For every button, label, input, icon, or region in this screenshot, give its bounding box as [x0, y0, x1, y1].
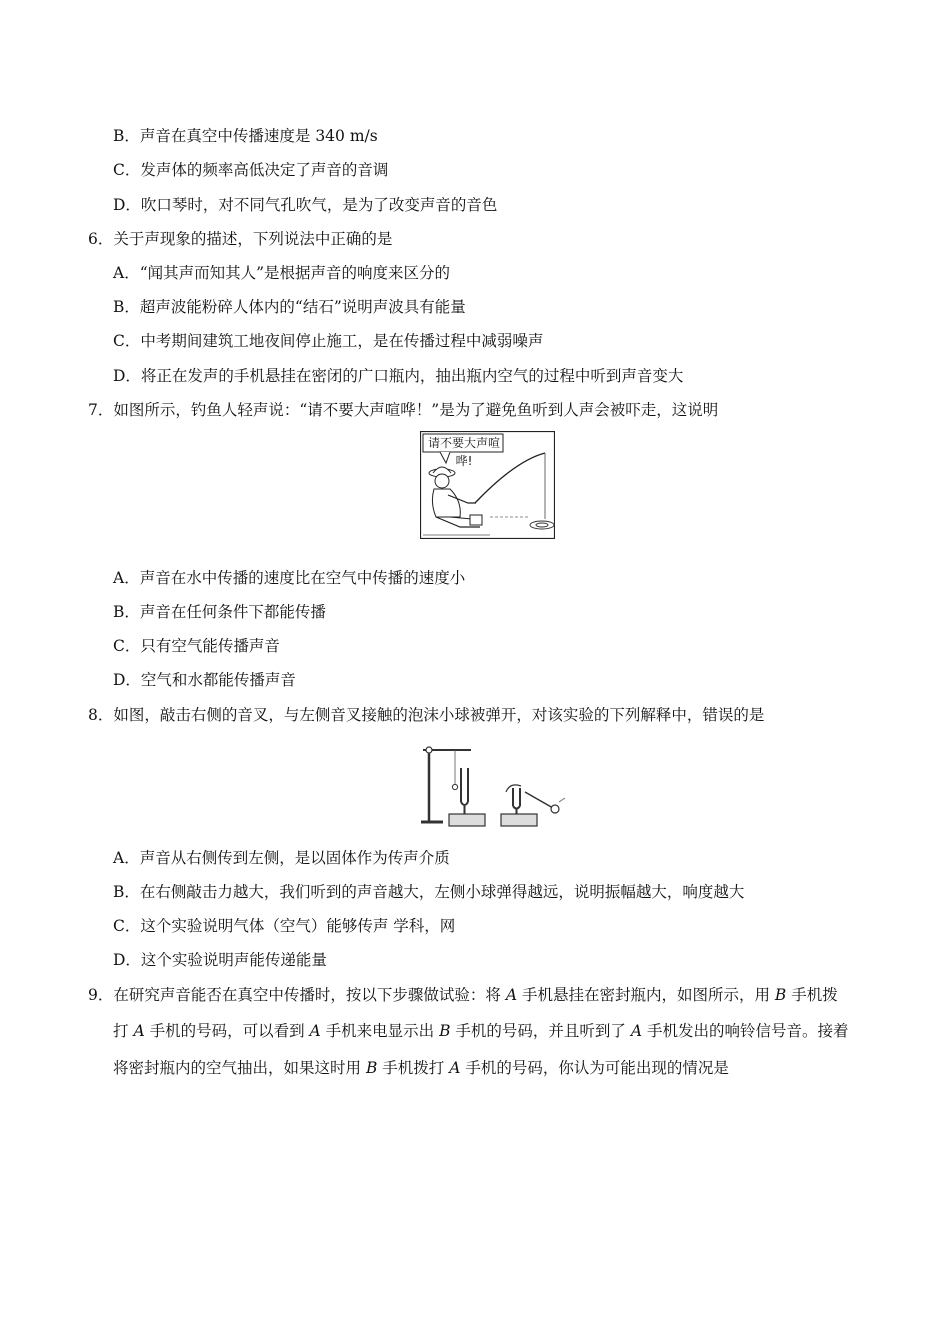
- q9-stem-line-3: [113, 1058, 729, 1078]
- q5-option-b: B．声音在真空中传播速度是 340 m/s: [113, 127, 378, 145]
- var-a: A: [630, 1022, 643, 1040]
- q7-option-b: B．声音在任何条件下都能传播: [113, 603, 326, 621]
- q6-option-c: C．中考期间建筑工地夜间停止施工，是在传播过程中减弱噪声: [113, 332, 544, 350]
- q7-option-d: D．空气和水都能传播声音: [113, 671, 296, 689]
- q7-fishing-figure: [420, 431, 555, 539]
- q9-text: 在研究声音能否在真空中传播时，按以下步骤做试验：将: [113, 986, 506, 1004]
- q9-text: 手机悬挂在密封瓶内，如图所示，用: [517, 986, 775, 1004]
- q5-option-d: D．吹口琴时，对不同气孔吹气，是为了改变声音的音色: [113, 196, 498, 214]
- var-a: A: [309, 1022, 321, 1040]
- q6-option-b: B．超声波能粉碎人体内的“结石”说明声波具有能量: [113, 298, 466, 316]
- q9-text: 将密封瓶内的空气抽出，如果这时用: [113, 1059, 366, 1077]
- q9-text: 手机来电显示出: [320, 1022, 440, 1040]
- q7-stem: 7．如图所示，钓鱼人轻声说：“请不要大声喧哗！”是为了避免鱼听到人声会被吓走，这说明: [88, 401, 719, 419]
- q9-stem-line-2: [113, 1021, 848, 1041]
- q8-option-b: B．在右侧敲击力越大，我们听到的声音越大，左侧小球弹得越远，说明振幅越大，响度越大: [113, 883, 745, 901]
- q6-option-d: D．将正在发声的手机悬挂在密闭的广口瓶内，抽出瓶内空气的过程中听到声音变大: [113, 367, 684, 385]
- q7-option-c: C．只有空气能传播声音: [113, 637, 280, 655]
- var-a: A: [505, 986, 518, 1004]
- var-a: A: [449, 1059, 461, 1077]
- q8-option-a: A．声音从右侧传到左侧，是以固体作为传声介质: [113, 849, 450, 867]
- var-a: A: [133, 1022, 145, 1040]
- q8-tuning-fork-figure: [413, 740, 573, 834]
- q6-stem: 6．关于声现象的描述，下列说法中正确的是: [88, 230, 393, 248]
- q6-option-a: A．“闻其声而知其人”是根据声音的响度来区分的: [113, 264, 451, 282]
- q7-speech-bubble-text: 请不要大声喧哗!: [427, 436, 500, 468]
- q9-stem-line-1: [88, 985, 838, 1005]
- q8-option-d: D．这个实验说明声能传递能量: [113, 951, 327, 969]
- var-b: B: [774, 986, 787, 1004]
- q5-option-c: C．发声体的频率高低决定了声音的音调: [113, 161, 389, 179]
- q8-option-c: C．这个实验说明气体（空气）能够传声 学科，网: [113, 917, 456, 935]
- q9-text: 手机的号码，你认为可能出现的情况是: [460, 1059, 729, 1077]
- q9-text: 手机拨打: [377, 1059, 450, 1077]
- q9-text: 手机发出的响铃信号音。接着: [642, 1022, 849, 1040]
- q9-text: 手机的号码，并且听到了: [450, 1022, 631, 1040]
- var-b: B: [365, 1059, 378, 1077]
- tuning-fork-apparatus: [413, 740, 573, 834]
- q9-text: 打: [113, 1022, 134, 1040]
- q7-option-a: A．声音在水中传播的速度比在空气中传播的速度小: [113, 569, 466, 587]
- q9-number: 9．: [88, 986, 114, 1004]
- var-b: B: [439, 1022, 451, 1040]
- q9-text: 手机拨: [786, 986, 838, 1004]
- q9-text: 手机的号码，可以看到: [144, 1022, 310, 1040]
- q8-stem: 8．如图，敲击右侧的音叉，与左侧音叉接触的泡沫小球被弹开，对该实验的下列解释中，错误的是: [88, 706, 765, 724]
